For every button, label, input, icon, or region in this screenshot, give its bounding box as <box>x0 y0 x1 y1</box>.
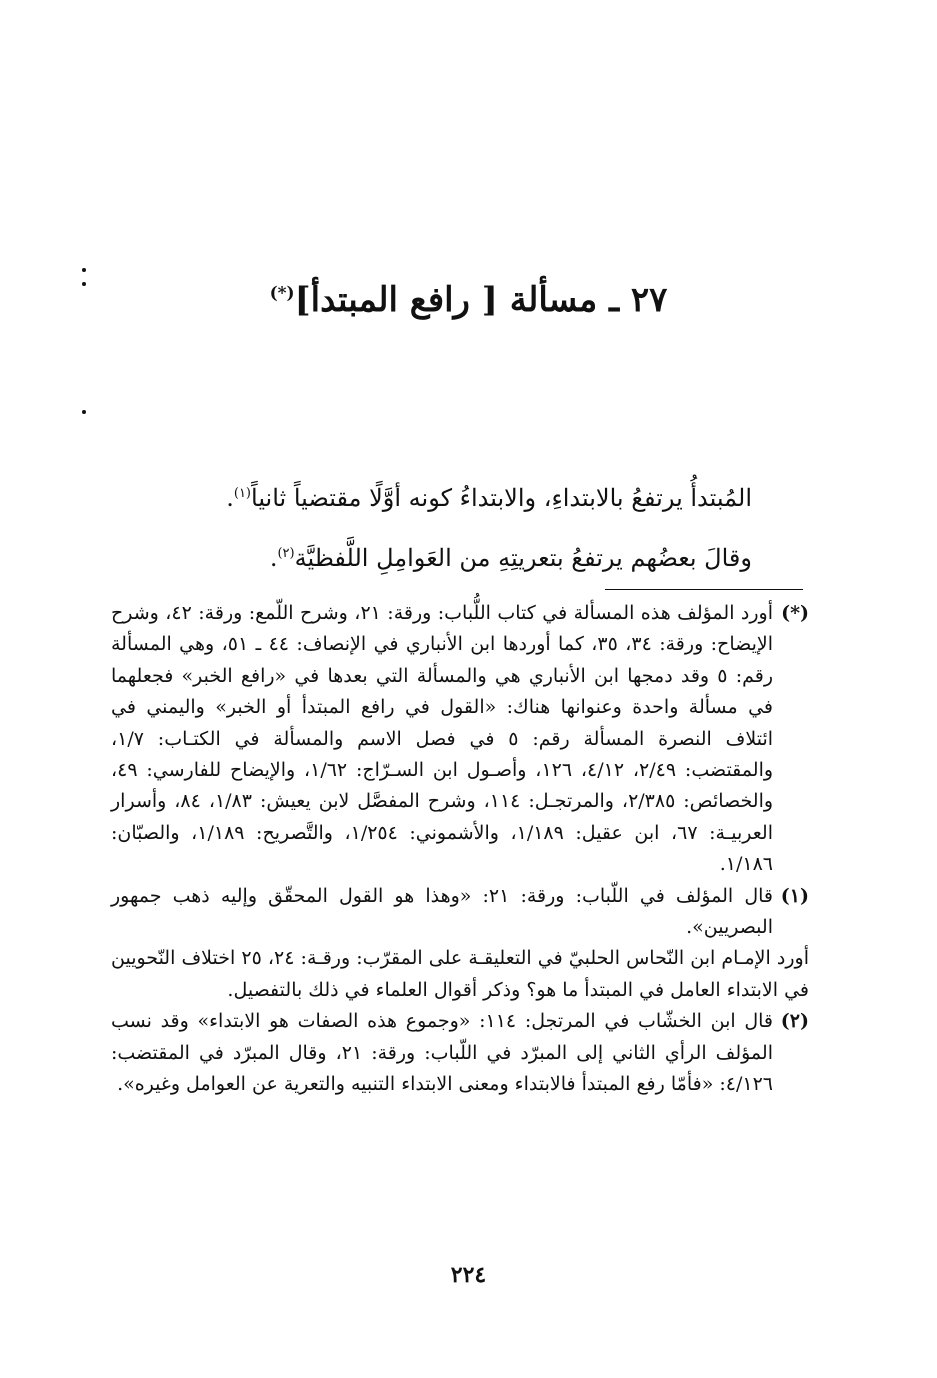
footnote-text: قال ابن الخشّاب في المرتجل: ١١٤: «وجموع هذه الصفات هو الابتداء» وقد نسب المؤلف الرأي الثاني إلى المبرّد في اللّباب: ورقة: ٢١، وقال المبرّد في المقتضب: ٤/١٢٦: «فأمّا رفع المبتدأ فالابتداء ومعنى الابتداء التنبيه والتعرية عن العوامل وغيره». <box>111 1010 773 1096</box>
chapter-title-marker: (*) <box>269 283 295 304</box>
footnote-marker: (*) <box>781 602 809 624</box>
chapter-title-text: ٢٧ ـ مسألة [ رافع المبتدأ] <box>294 280 668 320</box>
footnote-text: أورد المؤلف هذه المسألة في كتاب اللُّباب: ورقة: ٢١، وشرح اللّمع: ورقة: ٤٢، وشرح الإيضاح: ورقة: ٣٤، ٣٥، كما أوردها ابن الأنباري في الإنصاف: ٤٤ ـ ٥١، وهي المسألة رقم: ٥ وقد دمجها ابن الأنباري هي والمسألة التي بعدها في «رافع الخبر» فجعلهما في مسألة واحدة وعنوانها هناك: «القول في رافع المبتدأ أو الخبر» واليمني في ائتلاف النصرة المسألة رقم: ٥ في فصل الاسم والمسألة في الكتـاب: ١/٧، والمقتضب: ٢/٤٩، ٤/١٢، ١٢٦، وأصـول ابن السـرّاج: ١/٦٢، والإيضاح للفارسي: ٤٩، والخصائص: ٢/٣٨٥، والمرتجـل: ١١٤، وشرح المفصَّل لابن يعيش: ١/٨٣، ٨٤، وأسرار العربيـة: ٦٧، ابن عقيل: ١/١٨٩، والأشموني: ١/٢٥٤، والتَّصريح: ١/١٨٩، والصبّان: ١/١٨٦. <box>111 602 774 876</box>
footnote <box>111 1006 809 1100</box>
page-number: ٢٢٤ <box>450 1262 487 1288</box>
footnote-separator <box>605 589 803 590</box>
footnote <box>111 881 809 944</box>
chapter-title <box>0 280 937 320</box>
footnote <box>111 598 809 881</box>
main-paragraph: المُبتدأُ يرتفعُ بالابتداءِ، والابتداءُ كونه أوَّلًا مقتضياً ثانياً$^{(١)}$. <box>226 484 752 512</box>
footnote-ref: (٢) <box>277 546 295 561</box>
footnote-continuation <box>111 943 809 1006</box>
margin-dot <box>82 410 86 414</box>
margin-dot <box>82 268 86 272</box>
footnote-text: قال المؤلف في اللّباب: ورقة: ٢١: «وهذا هو القول المحقّق وإليه ذهب جمهور البصريين». <box>111 884 773 939</box>
main-paragraph: وقالَ بعضُهم يرتفعُ بتعريتِهِ من العَوامِلِ اللَّفظيَّة$^{(٢)}$. <box>269 544 752 572</box>
main-text <box>152 466 752 586</box>
footnote-marker: (١) <box>780 884 809 907</box>
footnote-marker: (٢) <box>780 1010 809 1033</box>
footnote-ref: (١) <box>233 486 251 501</box>
footnotes <box>111 598 809 1101</box>
footnote-text: أورد الإمـام ابن النّحاس الحلبيّ في التعليقـة على المقرّب: ورقـة: ٢٤، ٢٥ اختلاف النّحويين في الابتداء العامل في المبتدأ ما هو؟ وذكر أقوال العلماء في ذلك بالتفصيل. <box>111 947 809 1001</box>
